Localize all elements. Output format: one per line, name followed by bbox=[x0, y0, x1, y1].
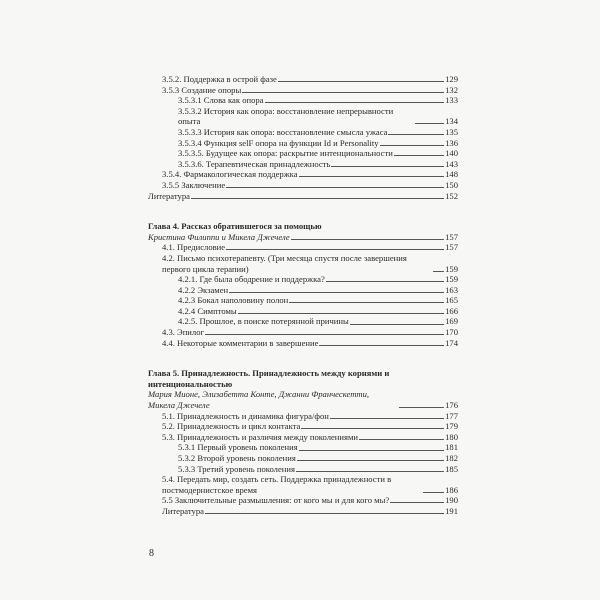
chapter-5-authors: Мария Мионе, Элизабетта Конте, Джанни Франческетти, Микела Джечеле 176 bbox=[148, 389, 458, 411]
toc-entry: 5.3.2 Второй уровень поколения 182 bbox=[178, 453, 458, 463]
toc-entry: 4.2. Письмо психотерапевту. (Три месяца спустя после завершения первого цикла терапии) 159 bbox=[162, 252, 458, 274]
toc-entry: 4.2.1. Где была ободрение и поддержка? 159 bbox=[178, 274, 458, 285]
toc-entry: 4.1. Предисловие 157 bbox=[162, 242, 458, 253]
toc-entry: 5.3.1 Первый уровень поколения 181 bbox=[178, 442, 458, 453]
chapter-4-heading: Глава 4. Рассказ обратившегося за помощью bbox=[148, 221, 322, 232]
toc-entry: 3.5.3.1 Слова как опора 133 bbox=[178, 95, 458, 106]
toc-entry: 4.4. Некоторые комментарии в завершение 174 bbox=[162, 337, 458, 348]
toc-entry: 4.2.4 Симптомы 166 bbox=[178, 305, 458, 316]
toc-entry: 4.3. Эпилог 170 bbox=[162, 327, 458, 338]
toc-entry: 4.2.5. Прошлое, в поиске потерянной причины 169 bbox=[178, 316, 458, 327]
toc-entry: Литература 191 bbox=[162, 505, 458, 516]
toc-entry: 3.5.3.5. Будущее как опора: раскрытие интенциональности 140 bbox=[178, 148, 458, 159]
toc-entry: 3.5.3.4 Функция selF опора на функции Id и Personality 136 bbox=[178, 137, 458, 148]
toc-entry: 5.3. Принадлежность и различия между поколениями 180 bbox=[162, 431, 458, 442]
page-number: 8 bbox=[149, 548, 154, 559]
toc-entry: 5.4. Передать мир, создать сеть. Поддержка принадлежности в постмодернистское время 186 bbox=[162, 474, 458, 495]
chapter-4-authors: Кристина Филиппи и Микела Джечеле 157 bbox=[148, 231, 458, 242]
chapter-5-heading: Глава 5. Принадлежность. Принадлежность между корнями и интенциональностью bbox=[148, 368, 390, 389]
toc-entry: 3.5.4. Фармакологическая поддержка 148 bbox=[162, 169, 458, 180]
toc-entry: 4.2.3 Бокал наполовину полон 165 bbox=[178, 295, 458, 306]
toc-entry: 4.2.2 Экзамен 163 bbox=[178, 284, 458, 295]
toc-entry: 5.1. Принадлежность и динамика фигура/фон 177 bbox=[162, 410, 458, 421]
toc-entry: Литература 152 bbox=[148, 190, 458, 201]
toc-entry: 3.5.3.3 История как опора: восстановление смысла ужаса 135 bbox=[178, 126, 458, 137]
toc-entry: 3.5.5 Заключение 150 bbox=[162, 179, 458, 190]
toc-entry: 3.5.3 Создание опоры 132 bbox=[162, 84, 458, 95]
toc-entry: 5.2. Принадлежность и цикл контакта 179 bbox=[162, 421, 458, 432]
table-of-contents bbox=[148, 74, 458, 517]
toc-entry: 5.5 Заключительные размышления: от кого мы и для кого мы? 190 bbox=[162, 495, 458, 506]
toc-entry: 5.3.3 Третий уровень поколения 185 bbox=[178, 463, 458, 474]
toc-entry: 3.5.3.6. Терапевтическая принадлежность 143 bbox=[178, 158, 458, 169]
toc-entry: 3.5.2. Поддержка в острой фазе 129 bbox=[162, 74, 458, 84]
toc-entry: 3.5.3.2 История как опора: восстановление непрерывности опыта 134 bbox=[178, 105, 458, 127]
